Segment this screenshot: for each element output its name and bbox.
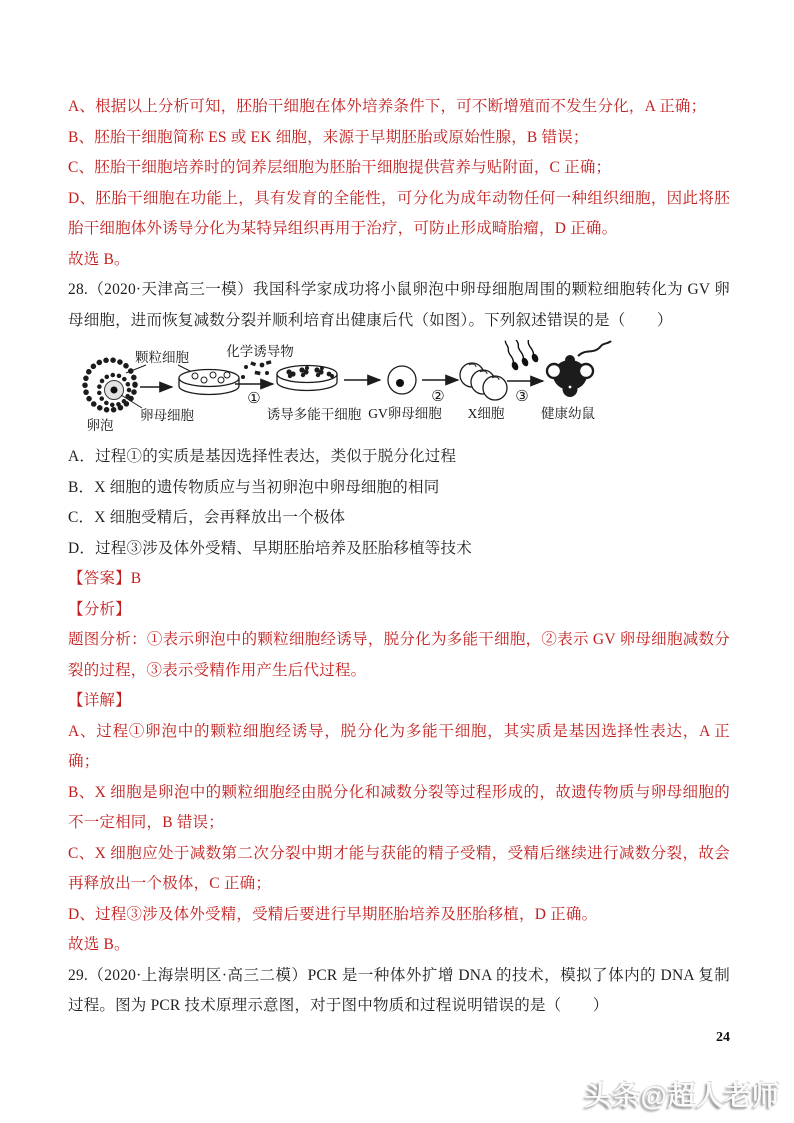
detail-point-d: D、过程③涉及体外受精，受精后要进行早期胚胎培养及胚胎移植，D 正确。 — [68, 905, 598, 923]
question-28-option-b: B．X 细胞的遗传物质应与当初卵泡中卵母细胞的相同 — [68, 478, 440, 496]
watermark: 头条@超人老师 — [584, 1081, 780, 1111]
page-number: 24 — [716, 1030, 730, 1045]
question-28-option-a: A．过程①的实质是基因选择性表达，类似于脱分化过程 — [68, 448, 457, 465]
culture-dish-granulosa — [179, 370, 239, 395]
process-diagram — [74, 340, 626, 436]
healthy-mouse-label: 健康幼鼠 — [541, 406, 595, 421]
answer-conclusion-28: 故选 B。 — [68, 936, 130, 953]
analysis-point-d: D、胚胎干细胞在功能上，具有发育的全能性，可分化为成年动物任何一种组织细胞，因此将胚胎干细胞体外诱导分化为某特异组织再用于治疗，可防止形成畸胎瘤，D 正确。 — [68, 189, 730, 237]
question-28-option-d: D．过程③涉及体外受精、早期胚胎培养及胚胎移植等技术 — [68, 539, 472, 557]
follicle-label: 卵泡 — [86, 418, 114, 433]
analysis-point-a: A、根据以上分析可知，胚胎干细胞在体外培养条件下，可不断增殖而不发生分化，A 正确； — [68, 98, 707, 115]
follicle-drawing — [85, 360, 135, 410]
culture-dish-ipsc — [277, 366, 337, 391]
analysis-body: 题图分析：①表示卵泡中的颗粒细胞经诱导，脱分化为多能干细胞，②表示 GV 卵母细胞减数分裂的过程，③表示受精作用产生后代过程。 — [68, 631, 730, 679]
x-cells-drawing — [460, 363, 507, 400]
step1-number: ① — [247, 391, 261, 407]
mouse-drawing — [547, 341, 611, 397]
analysis-heading: 【分析】 — [68, 600, 131, 618]
gv-oocyte-drawing — [388, 366, 416, 394]
answer-conclusion-27: 故选 B。 — [68, 250, 130, 268]
document-body — [68, 92, 730, 1022]
ipsc-label: 诱导多能干细胞 — [266, 407, 362, 422]
analysis-point-b: B、胚胎干细胞简称 ES 或 EK 细胞，来源于早期胚胎或原始性腺，B 错误； — [68, 128, 589, 146]
inducer-label: 化学诱导物 — [226, 344, 294, 359]
question-29-stem: 29.（2020·上海崇明区·高三二模）PCR 是一种体外扩增 DNA 的技术，模拟了体内的 DNA 复制过程。图为 PCR 技术原理示意图，对于图中物质和过程说明错误的是（ ） — [68, 966, 730, 1014]
oocyte-label: 卵母细胞 — [140, 408, 194, 423]
detail-point-a: A、过程①卵泡中的颗粒细胞经诱导，脱分化为多能干细胞，其实质是基因选择性表达，A 正确； — [68, 722, 730, 770]
detail-point-c: C、X 细胞应处于减数第二次分裂中期才能与获能的精子受精，受精后继续进行减数分裂，故会再释放出一个极体，C 正确； — [68, 844, 730, 892]
inducer-particles — [241, 360, 272, 379]
question-28-stem: 28.（2020·天津高三一模）我国科学家成功将小鼠卵泡中卵母细胞周围的颗粒细胞转化为 GV 卵母细胞，进而恢复减数分裂并顺利培育出健康后代（如图）。下列叙述错误的是（ ） — [68, 281, 730, 329]
x-cell-label: X细胞 — [467, 406, 505, 421]
analysis-point-c: C、胚胎干细胞培养时的饲养层细胞为胚胎干细胞提供营养与贴附面，C 正确； — [68, 159, 612, 176]
granulosa-label: 颗粒细胞 — [135, 350, 189, 365]
detail-point-b: B、X 细胞是卵泡中的颗粒细胞经由脱分化和减数分裂等过程形成的，故遗传物质与卵母细胞的不一定相同，B 错误； — [68, 783, 730, 831]
step2-number: ② — [431, 389, 445, 405]
sperm-icons — [501, 340, 540, 371]
answer-line: 【答案】B — [68, 570, 142, 587]
question-28-option-c: C．X 细胞受精后，会再释放出一个极体 — [68, 509, 346, 526]
step3-number: ③ — [515, 389, 529, 405]
detail-heading: 【详解】 — [68, 692, 131, 709]
gv-oocyte-label: GV卵母细胞 — [368, 406, 442, 421]
